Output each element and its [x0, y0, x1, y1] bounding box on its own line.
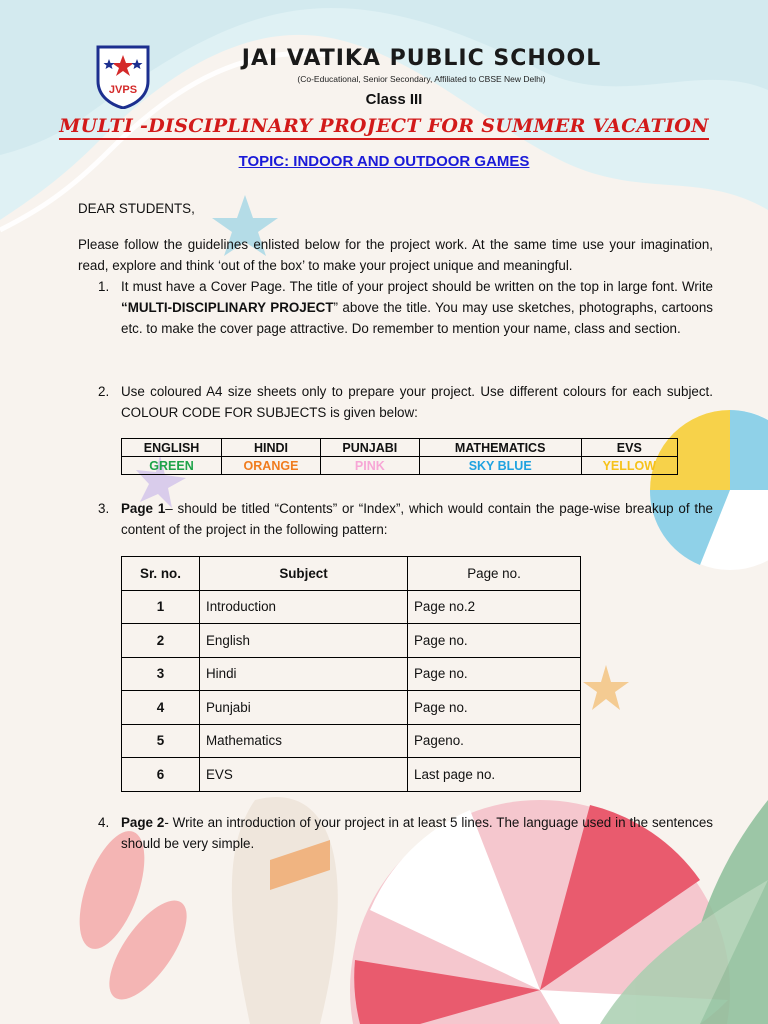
sr-no-cell: 1 — [122, 590, 200, 624]
colour-cell: PINK — [320, 457, 419, 475]
project-title-text: MULTI -DISCIPLINARY PROJECT FOR SUMMER VACATION — [59, 115, 709, 140]
sr-no-cell: 6 — [122, 758, 200, 792]
guideline-item-4 — [98, 812, 713, 854]
guideline-item-1 — [98, 276, 713, 339]
colour-code-colour-row — [122, 457, 678, 475]
colour-cell: SKY BLUE — [419, 457, 581, 475]
subject-cell: HINDI — [222, 439, 321, 457]
page-no-cell: Pageno. — [408, 724, 581, 758]
index-header-row — [122, 557, 581, 591]
affiliation-text: (Co-Educational, Senior Secondary, Affiliated to CBSE New Delhi) — [297, 74, 546, 84]
item-number: 1. — [98, 279, 110, 294]
table-row — [122, 724, 581, 758]
project-title — [0, 115, 768, 137]
greeting: DEAR STUDENTS, — [78, 201, 195, 216]
colour-code-table — [121, 438, 678, 475]
table-row — [122, 624, 581, 658]
svg-text:JVPS: JVPS — [108, 84, 138, 96]
subject-cell: Introduction — [200, 590, 408, 624]
subject-cell: Mathematics — [200, 724, 408, 758]
item-number: 4. — [98, 815, 110, 830]
subject-cell: PUNJABI — [320, 439, 419, 457]
colour-code-subject-row — [122, 439, 678, 457]
item-text: Page 2- Write an introduction of your project in at least 5 lines. The language used in the sentences should be very simple. — [121, 815, 713, 851]
column-header: Subject — [200, 557, 408, 591]
item-number: 2. — [98, 384, 110, 399]
subject-cell: EVS — [200, 758, 408, 792]
item-text: Page 1– should be titled “Contents” or “Index”, which would contain the page-wise breakup of the content of the project in the following pattern: — [121, 501, 713, 537]
topic-heading: TOPIC: INDOOR AND OUTDOOR GAMES — [238, 153, 530, 170]
sr-no-cell: 2 — [122, 624, 200, 658]
guideline-item-3 — [98, 498, 713, 540]
class-label: Class III — [365, 91, 423, 108]
page-no-cell: Last page no. — [408, 758, 581, 792]
subject-cell: MATHEMATICS — [419, 439, 581, 457]
page-no-cell: Page no. — [408, 691, 581, 725]
item-text: Use coloured A4 size sheets only to prepare your project. Use different colours for each subject. COLOUR CODE FOR SUBJECTS is given below: — [121, 384, 713, 420]
subject-cell: Punjabi — [200, 691, 408, 725]
sr-no-cell: 3 — [122, 657, 200, 691]
subject-cell: ENGLISH — [122, 439, 222, 457]
subject-cell: English — [200, 624, 408, 658]
index-table — [121, 556, 581, 792]
page-no-cell: Page no. — [408, 657, 581, 691]
school-name: JAI VATIKA PUBLIC SCHOOL — [241, 46, 602, 71]
guideline-item-2 — [98, 381, 713, 423]
intro-paragraph: Please follow the guidelines enlisted below for the project work. At the same time use your imagination, read, explore and think ‘out of the box’ to make your project unique and meaningful. — [78, 237, 713, 273]
subject-cell: EVS — [581, 439, 677, 457]
column-header: Page no. — [408, 557, 581, 591]
sr-no-cell: 4 — [122, 691, 200, 725]
table-row — [122, 758, 581, 792]
item-number: 3. — [98, 501, 110, 516]
colour-cell: GREEN — [122, 457, 222, 475]
page-no-cell: Page no. — [408, 624, 581, 658]
table-row — [122, 590, 581, 624]
sr-no-cell: 5 — [122, 724, 200, 758]
table-row — [122, 691, 581, 725]
page-no-cell: Page no.2 — [408, 590, 581, 624]
colour-cell: YELLOW — [581, 457, 677, 475]
colour-cell: ORANGE — [222, 457, 321, 475]
item-text: It must have a Cover Page. The title of your project should be written on the top in large font. Write “MULTI-DISCIPLINARY PROJECT” above the title. You may use sketches, photographs, cartoons etc. to make the cover page attractive. Do remember to mention your name, class and section. — [121, 279, 714, 336]
column-header: Sr. no. — [122, 557, 200, 591]
table-row — [122, 657, 581, 691]
subject-cell: Hindi — [200, 657, 408, 691]
